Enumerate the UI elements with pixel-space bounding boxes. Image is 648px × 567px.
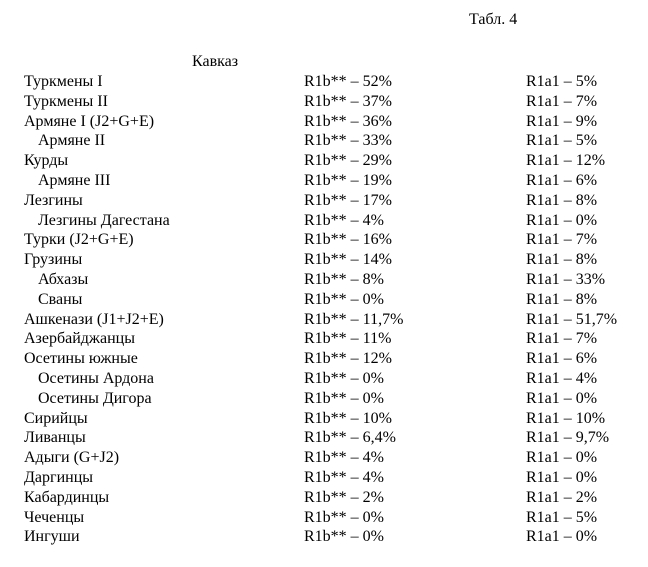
table-row	[0, 230, 648, 250]
table-row	[0, 389, 648, 409]
r1a1-frequency: R1a1 – 6%	[526, 171, 598, 189]
population-name: Туркмены I	[24, 73, 103, 90]
table-row	[0, 488, 648, 508]
population-name: Ингуши	[24, 528, 80, 546]
population-name: Лезгины Дагестана	[38, 211, 170, 229]
population-name: Азербайджанцы	[24, 330, 135, 348]
r1b-frequency: R1b** – 33%	[304, 132, 392, 150]
r1b-frequency: R1b** – 12%	[304, 350, 392, 368]
r1b-frequency: R1b** – 0%	[304, 389, 384, 407]
table-row	[0, 349, 648, 369]
r1b-frequency: R1b** – 17%	[304, 191, 392, 209]
population-name: Армяне II	[38, 132, 106, 150]
r1b-frequency: R1b** – 36%	[304, 112, 392, 130]
r1a1-frequency: R1a1 – 33%	[526, 270, 606, 288]
r1b-frequency: R1b** – 0%	[304, 528, 384, 546]
r1a1-frequency: R1a1 – 0%	[526, 211, 598, 229]
table-row	[0, 250, 648, 270]
population-table	[0, 72, 648, 547]
r1b-frequency: R1b** – 4%	[304, 211, 384, 229]
population-name: Кабардинцы	[24, 488, 110, 506]
table-row	[0, 409, 648, 429]
population-name: Абхазы	[38, 270, 89, 288]
table-row	[0, 270, 648, 290]
r1b-frequency: R1b** – 10%	[304, 409, 392, 427]
table-row	[0, 329, 648, 349]
table-row	[0, 448, 648, 468]
r1a1-frequency: R1a1 – 7%	[526, 92, 598, 110]
r1a1-frequency: R1a1 – 10%	[526, 409, 606, 427]
r1a1-frequency: R1a1 – 0%	[526, 389, 598, 407]
table-row	[0, 112, 648, 132]
r1b-frequency: R1b** – 14%	[304, 251, 392, 269]
population-name: Курды	[24, 152, 69, 170]
r1a1-frequency: R1a1 – 9,7%	[526, 429, 610, 447]
table-row	[0, 310, 648, 330]
r1b-frequency: R1b** – 2%	[304, 488, 384, 506]
table-row	[0, 211, 648, 231]
table-row	[0, 72, 648, 92]
r1b-frequency: R1b** – 29%	[304, 152, 392, 170]
population-name: Грузины	[24, 251, 83, 269]
table-row	[0, 191, 648, 211]
table-row	[0, 290, 648, 310]
r1b-frequency: R1b** – 16%	[304, 231, 392, 249]
r1a1-frequency: R1a1 – 9%	[526, 112, 598, 130]
r1b-frequency: R1b** – 0%	[304, 290, 384, 308]
table-row	[0, 369, 648, 389]
r1b-frequency: R1b** – 4%	[304, 468, 384, 486]
r1a1-frequency: R1a1 – 0%	[526, 528, 598, 546]
r1b-frequency: R1b** – 37%	[304, 92, 392, 110]
table-row	[0, 151, 648, 171]
r1b-frequency: R1b** – 8%	[304, 270, 384, 288]
population-name: Ливанцы	[24, 429, 86, 447]
table-row	[0, 468, 648, 488]
population-name: Даргинцы	[24, 468, 94, 486]
r1a1-frequency: R1a1 – 51,7%	[526, 310, 618, 328]
r1a1-frequency: R1a1 – 0%	[526, 449, 598, 467]
table-row	[0, 527, 648, 547]
r1a1-frequency: R1a1 – 5%	[526, 73, 598, 90]
table-row	[0, 171, 648, 191]
r1b-frequency: R1b** – 11,7%	[304, 310, 404, 328]
r1b-frequency: R1b** – 52%	[304, 73, 392, 90]
r1a1-frequency: R1a1 – 8%	[526, 191, 598, 209]
r1b-frequency: R1b** – 0%	[304, 369, 384, 387]
table-row	[0, 508, 648, 528]
r1b-frequency: R1b** – 6,4%	[304, 429, 396, 447]
population-name: Ашкенази (J1+J2+E)	[24, 310, 164, 328]
r1a1-frequency: R1a1 – 7%	[526, 330, 598, 348]
population-name: Осетины Ардона	[38, 369, 154, 387]
population-name: Адыги (G+J2)	[24, 449, 120, 467]
r1a1-frequency: R1a1 – 8%	[526, 290, 598, 308]
population-name: Осетины южные	[24, 350, 138, 368]
table-row	[0, 428, 648, 448]
r1b-frequency: R1b** – 19%	[304, 171, 392, 189]
r1a1-frequency: R1a1 – 12%	[526, 152, 606, 170]
population-name: Турки (J2+G+E)	[24, 231, 134, 249]
r1a1-frequency: R1a1 – 2%	[526, 488, 598, 506]
r1b-frequency: R1b** – 0%	[304, 508, 384, 526]
population-name: Армяне III	[38, 171, 111, 189]
population-name: Лезгины	[24, 191, 83, 209]
r1b-frequency: R1b** – 4%	[304, 449, 384, 467]
population-name: Чеченцы	[24, 508, 85, 526]
population-name: Армяне I (J2+G+E)	[24, 112, 155, 130]
r1a1-frequency: R1a1 – 5%	[526, 508, 598, 526]
r1a1-frequency: R1a1 – 8%	[526, 251, 598, 269]
r1a1-frequency: R1a1 – 6%	[526, 350, 598, 368]
table-row	[0, 131, 648, 151]
population-name: Туркмены II	[24, 92, 108, 110]
r1a1-frequency: R1a1 – 4%	[526, 369, 598, 387]
population-name: Сваны	[38, 290, 83, 308]
table-number: Табл. 4	[469, 11, 518, 28]
r1b-frequency: R1b** – 11%	[304, 330, 392, 348]
population-name: Осетины Дигора	[38, 389, 152, 407]
r1a1-frequency: R1a1 – 0%	[526, 468, 598, 486]
r1a1-frequency: R1a1 – 7%	[526, 231, 598, 249]
region-heading: Кавказ	[192, 53, 239, 70]
population-name: Сирийцы	[24, 409, 88, 427]
r1a1-frequency: R1a1 – 5%	[526, 132, 598, 150]
table-row	[0, 92, 648, 112]
